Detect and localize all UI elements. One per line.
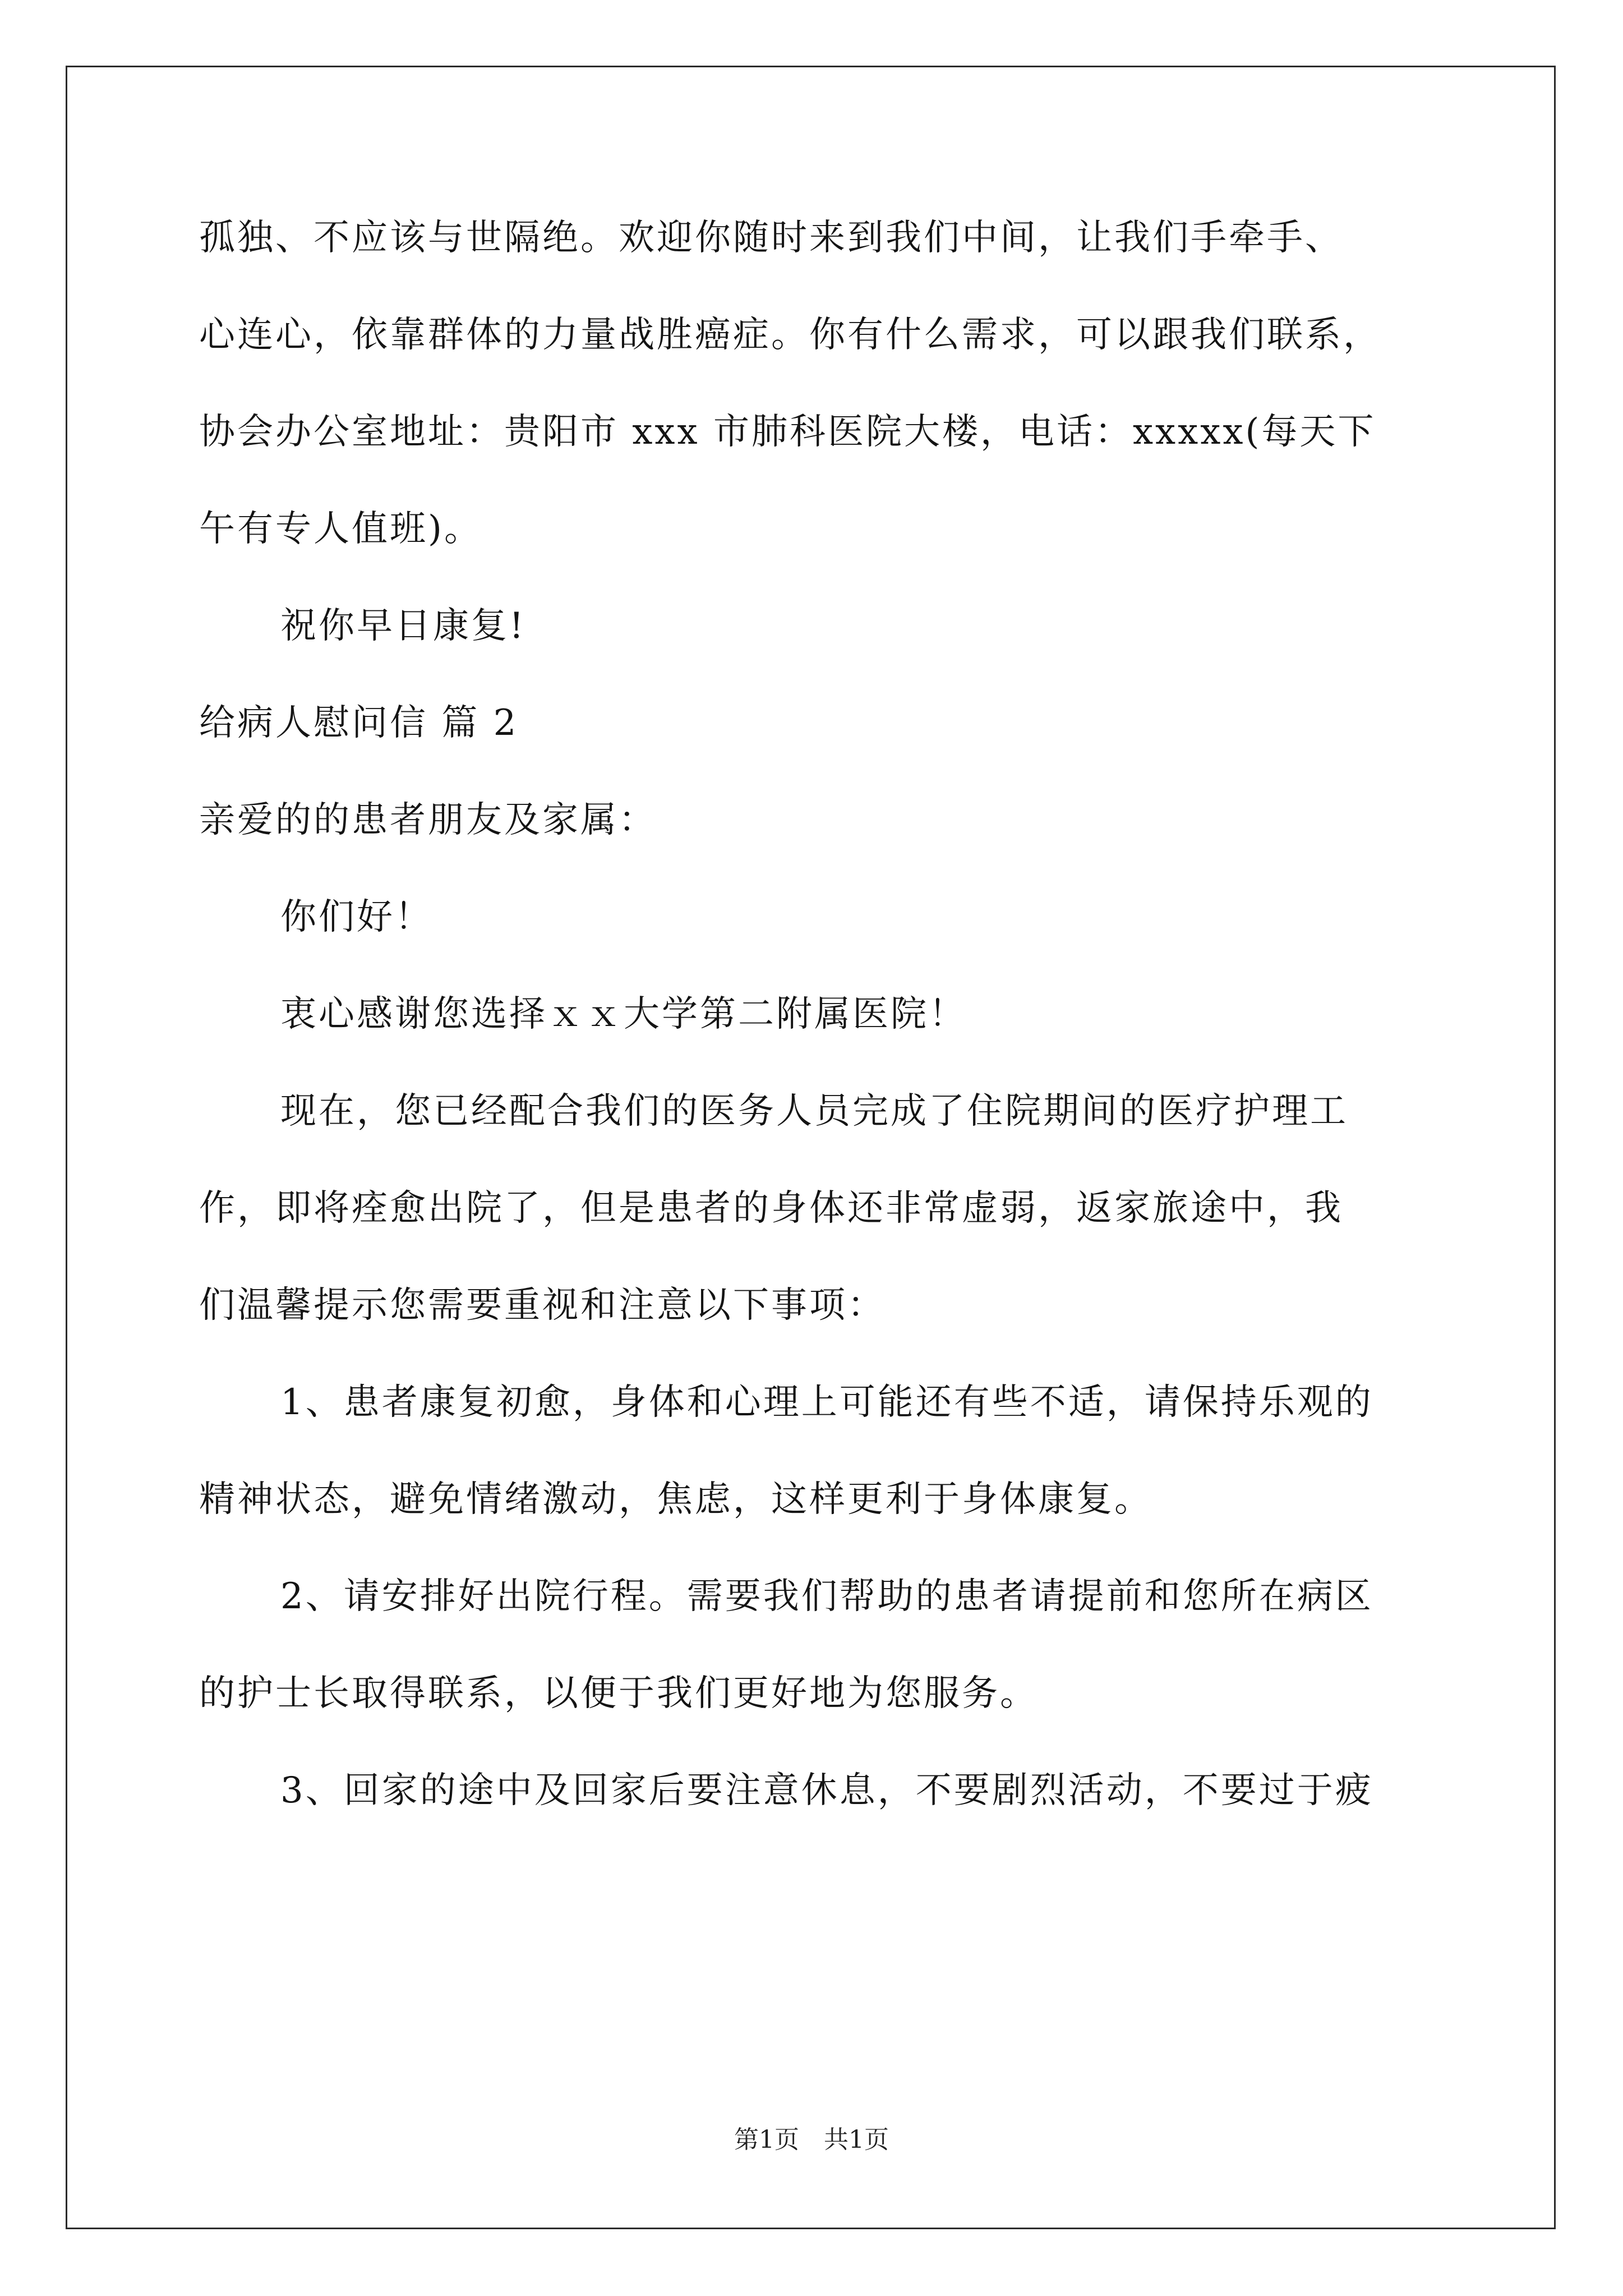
text-line: 午有专人值班)。 bbox=[199, 508, 482, 550]
greeting: 你们好！ bbox=[280, 896, 433, 938]
text-line: 作，即将痊愈出院了，但是患者的身体还非常虚弱，返家旅途中，我 bbox=[199, 1188, 1343, 1229]
text-line: 精神状态，避免情绪激动，焦虑，这样更利于身体康复。 bbox=[199, 1479, 1152, 1520]
text-line: 心连心，依靠群体的力量战胜癌症。你有什么需求，可以跟我们联系， bbox=[199, 314, 1381, 356]
text-line: 孤独、不应该与世隔绝。欢迎你随时来到我们中间，让我们手牵手、 bbox=[199, 217, 1343, 259]
text-line: 现在，您已经配合我们的医务人员完成了住院期间的医疗护理工 bbox=[280, 1091, 1348, 1132]
text-line: 协会办公室地址：贵阳市 xxx 市肺科医院大楼，电话：xxxxx(每天下 bbox=[199, 411, 1376, 453]
text-line: 衷心感谢您选择ｘｘ大学第二附属医院！ bbox=[280, 993, 967, 1035]
list-item: 3、回家的途中及回家后要注意休息，不要剧烈活动，不要过于疲 bbox=[280, 1770, 1373, 1811]
text-line: 的护士长取得联系，以便于我们更好地为您服务。 bbox=[199, 1673, 1038, 1714]
closing-wish: 祝你早日康复! bbox=[280, 605, 526, 647]
page-border bbox=[66, 66, 1556, 2229]
page-number: 第1页 共1页 bbox=[734, 2125, 889, 2154]
salutation: 亲爱的的患者朋友及家属： bbox=[199, 799, 657, 841]
text-line: 们温馨提示您需要重视和注意以下事项： bbox=[199, 1285, 886, 1326]
list-item: 2、请安排好出院行程。需要我们帮助的患者请提前和您所在病区 bbox=[280, 1576, 1373, 1617]
list-item: 1、患者康复初愈，身体和心理上可能还有些不适，请保持乐观的 bbox=[280, 1382, 1373, 1423]
section-heading: 给病人慰问信 篇 2 bbox=[199, 702, 519, 744]
